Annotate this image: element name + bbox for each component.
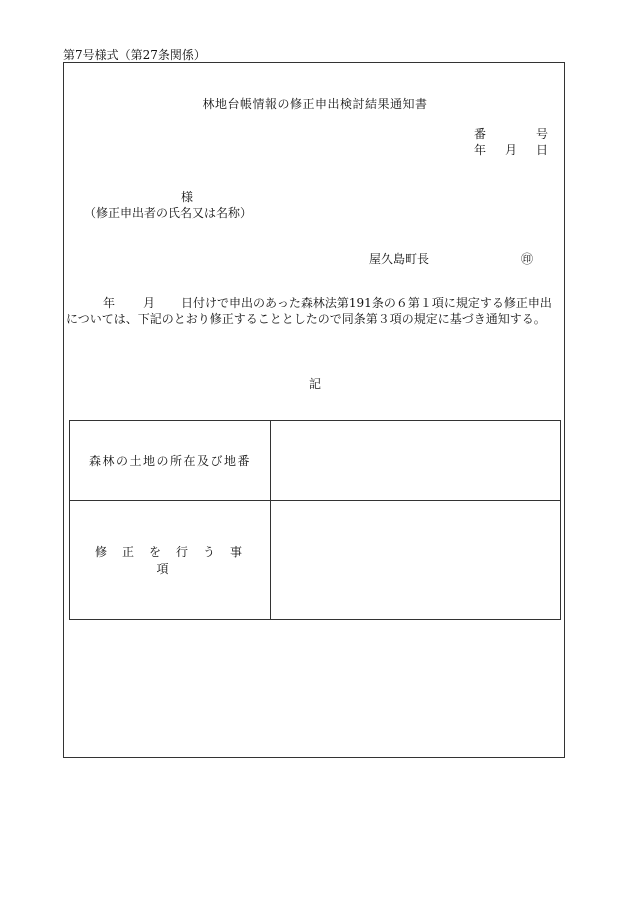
table-label-cell <box>70 421 271 501</box>
document-frame <box>63 62 565 758</box>
recipient-honorific: 様 <box>181 190 194 204</box>
location-value-cell <box>271 421 561 501</box>
date-month-label: 月 <box>505 143 518 157</box>
recipient-note: （修正申出者の氏名又は名称） <box>84 206 253 220</box>
document-title: 林地台帳情報の修正申出検討結果通知書 <box>202 97 428 111</box>
location-label: 森林の土地の所在及び地番 <box>88 454 251 468</box>
body-year: 年 <box>103 296 116 310</box>
table-label-cell <box>70 501 271 620</box>
table-row <box>70 501 561 620</box>
date-day-label: 日 <box>536 143 549 157</box>
form-number: 第7号様式（第27条関係） <box>63 48 206 62</box>
seal-mark: ㊞ <box>521 252 534 266</box>
table-row <box>70 421 561 501</box>
record-table <box>69 420 561 620</box>
issuer-name: 屋久島町長 <box>369 252 430 266</box>
matter-label: 修正を行う事項 <box>94 545 257 576</box>
ki-heading: 記 <box>308 377 321 391</box>
number-suffix: 号 <box>536 127 549 141</box>
date-year-label: 年 <box>474 143 487 157</box>
body-text: 日付けで申出のあった森林法第191条の６第１項に規定する修正申出については、下記のとおり修正することとしたので同条第３項の規定に基づき通知する。 <box>66 296 552 326</box>
matter-value-cell <box>271 501 561 620</box>
body-month: 月 <box>143 296 156 310</box>
body-paragraph <box>66 295 563 327</box>
number-label: 番 <box>474 127 487 141</box>
